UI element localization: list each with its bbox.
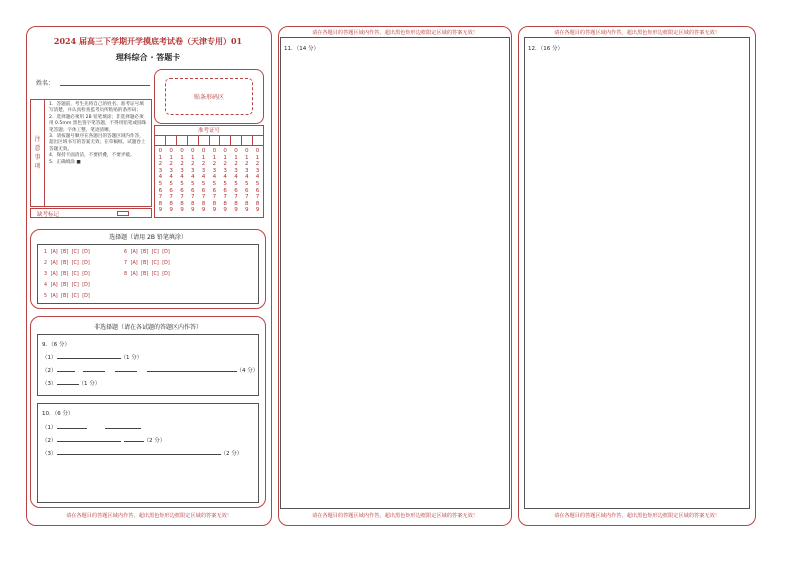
exam-id-bubble[interactable]: 2: [223, 161, 227, 168]
exam-id-box[interactable]: [177, 136, 188, 145]
question-12-label: 12．（16 分）: [528, 46, 563, 52]
page-title: 2024 届高三下学期开学摸底考试卷（天津专用）01: [53, 36, 243, 46]
exam-id-bubble[interactable]: 0: [158, 148, 163, 154]
exam-id-column: [198, 148, 209, 214]
exam-id-box[interactable]: [155, 136, 166, 145]
exam-id-bubble[interactable]: 3: [212, 167, 217, 174]
exam-id-column: [166, 148, 177, 214]
choice-bubbles: [37, 244, 259, 304]
exam-id-box[interactable]: [253, 136, 263, 145]
question-12-answer-area[interactable]: [524, 37, 750, 509]
exam-id-bubble[interactable]: 6: [169, 187, 173, 194]
exam-id-bubble[interactable]: 0: [212, 148, 217, 154]
exam-id-bubble[interactable]: 5: [255, 180, 260, 187]
choice-row[interactable]: 2 [A] [B] [C] [D]: [44, 261, 90, 266]
choice-row[interactable]: 3 [A] [B] [C] [D]: [44, 272, 90, 277]
exam-id-box[interactable]: [188, 136, 199, 145]
part-label: （3）: [42, 381, 57, 387]
exam-id-bubble[interactable]: 6: [201, 187, 206, 194]
exam-id-column: [187, 148, 198, 214]
question-10-box: [37, 403, 259, 503]
exam-id-column: [252, 148, 263, 214]
exam-id-bubble[interactable]: 2: [234, 161, 238, 168]
exam-id-bubble[interactable]: 9: [201, 207, 206, 214]
exam-id-bubble[interactable]: 7: [201, 194, 206, 201]
notice-list: [49, 102, 148, 166]
exam-id-bubble[interactable]: 9: [169, 207, 173, 214]
non-choice-section: [30, 316, 266, 508]
exam-id-bubble[interactable]: 8: [255, 200, 260, 207]
exam-id-bubble[interactable]: 4: [234, 174, 238, 181]
exam-id-bubble[interactable]: 1: [244, 154, 249, 161]
exam-id-bubble[interactable]: 3: [223, 167, 227, 174]
exam-id-box[interactable]: [210, 136, 221, 145]
exam-id-bubble[interactable]: 4: [201, 174, 206, 181]
exam-id-column: [209, 148, 220, 214]
exam-id-bubble[interactable]: 3: [191, 167, 195, 174]
exam-id-bubble[interactable]: 5: [212, 180, 217, 187]
exam-id-bubble[interactable]: 4: [191, 174, 195, 181]
notice-item: 1．答题前，考生先将自己的姓名、准考证号填写清楚，并认真检查监考员所粘贴的条形码；: [49, 102, 144, 114]
exam-id-bubble[interactable]: 8: [244, 200, 249, 207]
exam-id-column: [231, 148, 242, 214]
choice-row[interactable]: 1 [A] [B] [C] [D]: [44, 250, 90, 255]
notice-section: [30, 99, 152, 207]
exam-id-bubble[interactable]: 7: [169, 194, 173, 201]
exam-id-bubble[interactable]: 3: [244, 167, 249, 174]
exam-id-bubble[interactable]: 3: [158, 167, 163, 174]
exam-id-bubble[interactable]: 9: [158, 207, 163, 214]
question-9-label: 9．（6 分）: [42, 342, 70, 348]
notice-label-char: 事: [34, 154, 41, 161]
answer-blank[interactable]: [57, 380, 79, 385]
exam-id-bubble[interactable]: 1: [234, 154, 238, 161]
exam-id-bubbles: [155, 146, 263, 214]
exam-id-bubble[interactable]: 4: [180, 174, 184, 181]
question-10-part-1: [42, 423, 141, 431]
exam-id-bubble[interactable]: 1: [191, 154, 195, 161]
exam-id-bubble[interactable]: 8: [201, 200, 206, 207]
exam-id-input-boxes: [155, 136, 263, 146]
choice-row[interactable]: 7 [A] [B] [C] [D]: [124, 261, 170, 266]
exam-id-box[interactable]: [220, 136, 231, 145]
exam-id-bubble[interactable]: 0: [201, 148, 206, 154]
exam-id-bubble[interactable]: 4: [244, 174, 249, 181]
exam-id-bubble[interactable]: 0: [255, 148, 260, 154]
missing-exam-marker: [30, 208, 152, 218]
exam-id-bubble[interactable]: 8: [223, 200, 227, 207]
part-label: （3）: [42, 451, 57, 457]
exam-id-bubble[interactable]: 0: [169, 148, 173, 154]
exam-id-bubble[interactable]: 3: [234, 167, 238, 174]
exam-id-bubble[interactable]: 8: [158, 200, 163, 207]
panel-1-bottom-warning: 请在各题目的答题区域内作答，超出黑色矩形边框限定区域的答案无效！: [65, 513, 232, 519]
exam-id-bubble[interactable]: 9: [191, 207, 195, 214]
exam-id-bubble[interactable]: 4: [255, 174, 260, 181]
part-label: （2）: [42, 438, 57, 444]
question-10-label: 10．（6 分）: [42, 411, 74, 417]
exam-id-bubble[interactable]: 6: [191, 187, 195, 194]
answer-blank[interactable]: [57, 367, 75, 372]
question-9-part-1: [42, 353, 142, 361]
exam-id-bubble[interactable]: 6: [158, 187, 163, 194]
exam-id-bubble[interactable]: 3: [201, 167, 206, 174]
panel-3-bottom-warning: 请在各题目的答题区域内作答，超出黑色矩形边框限定区域的答案无效！: [553, 513, 720, 519]
exam-id-bubble[interactable]: 6: [255, 187, 260, 194]
answer-blank[interactable]: [115, 367, 137, 372]
exam-id-bubble[interactable]: 7: [223, 194, 227, 201]
question-9-part-2: [42, 366, 258, 374]
answer-blank[interactable]: [124, 437, 144, 442]
notice-label-char: 注: [34, 136, 41, 143]
exam-id-bubble[interactable]: 6: [212, 187, 217, 194]
exam-id-bubble[interactable]: 7: [212, 194, 217, 201]
notice-item: 2．选择题必须用 2B 铅笔填涂；非选择题必须用 0.5mm 黑色签字笔答题，不得用铅笔或圆珠笔答题；字体工整、笔迹清晰。: [49, 114, 147, 133]
score-label: （2 分）: [143, 438, 166, 444]
question-9-part-3: [42, 379, 100, 387]
exam-id-bubble[interactable]: 6: [234, 187, 238, 194]
exam-id-title: 准考证号: [155, 126, 263, 136]
exam-id-column: [220, 148, 231, 214]
missing-exam-label: 缺考标记: [37, 212, 60, 218]
exam-id-bubble[interactable]: 4: [212, 174, 217, 181]
exam-id-box[interactable]: [242, 136, 253, 145]
exam-id-bubble[interactable]: 7: [158, 194, 163, 201]
exam-id-bubble[interactable]: 8: [191, 200, 195, 207]
notice-label-char: 意: [34, 145, 41, 152]
exam-id-bubble[interactable]: 7: [180, 194, 184, 201]
exam-id-bubble[interactable]: 2: [255, 161, 260, 168]
barcode-area: [154, 69, 264, 124]
exam-id-bubble[interactable]: 5: [191, 180, 195, 187]
exam-id-bubble[interactable]: 7: [191, 194, 195, 201]
exam-id-bubble[interactable]: 0: [234, 148, 238, 154]
exam-id-bubble[interactable]: 2: [244, 161, 249, 168]
answer-blank[interactable]: [57, 437, 121, 442]
exam-id-bubble[interactable]: 5: [244, 180, 249, 187]
question-9-box: [37, 334, 259, 396]
exam-id-bubble[interactable]: 5: [158, 180, 163, 187]
exam-id-bubble[interactable]: 7: [255, 194, 260, 201]
exam-id-bubble[interactable]: 2: [191, 161, 195, 168]
exam-id-bubble[interactable]: 5: [180, 180, 184, 187]
exam-id-bubble[interactable]: 1: [158, 154, 163, 161]
exam-id-column: [177, 148, 188, 214]
answer-blank[interactable]: [83, 367, 105, 372]
barcode-label: 贴条形码区: [165, 78, 253, 115]
exam-id-bubble[interactable]: 3: [180, 167, 184, 174]
part-label: （1）: [42, 355, 57, 361]
exam-id-box[interactable]: [231, 136, 242, 145]
panel-2-bottom-warning: 请在各题目的答题区域内作答，超出黑色矩形边框限定区域的答案无效！: [311, 513, 478, 519]
choice-section: [30, 229, 266, 309]
exam-id-bubble[interactable]: 8: [212, 200, 217, 207]
exam-id-bubble[interactable]: 8: [169, 200, 173, 207]
exam-id-bubble[interactable]: 9: [255, 207, 260, 214]
exam-id-bubble[interactable]: 2: [158, 161, 163, 168]
name-label: 姓名：: [36, 80, 55, 87]
exam-id-bubble[interactable]: 3: [255, 167, 260, 174]
question-10-part-3: [42, 449, 242, 457]
exam-id-bubble[interactable]: 0: [244, 148, 249, 154]
score-label: （1 分）: [120, 355, 143, 361]
exam-id-bubble[interactable]: 4: [158, 174, 163, 181]
answer-blank[interactable]: [57, 424, 87, 429]
notice-item: 4．保持卡面清洁，不要折叠，不要弄破。: [49, 153, 135, 159]
answer-blank[interactable]: [147, 367, 237, 372]
question-11-label: 11．（14 分）: [284, 46, 319, 52]
exam-id-bubble[interactable]: 1: [212, 154, 217, 161]
exam-id-column: [155, 148, 166, 214]
exam-id-bubble[interactable]: 7: [244, 194, 249, 201]
score-label: （4 分）: [236, 368, 259, 374]
exam-id-bubble[interactable]: 5: [234, 180, 238, 187]
exam-id-bubble[interactable]: 9: [212, 207, 217, 214]
answer-blank[interactable]: [105, 424, 141, 429]
exam-id-bubble[interactable]: 9: [244, 207, 249, 214]
panel-3-top-warning: 请在各题目的答题区域内作答，超出黑色矩形边框限定区域的答案无效！: [553, 30, 720, 36]
exam-id-bubble[interactable]: 0: [191, 148, 195, 154]
exam-id-bubble[interactable]: 0: [223, 148, 227, 154]
exam-id-bubble[interactable]: 5: [201, 180, 206, 187]
exam-id-bubble[interactable]: 6: [223, 187, 227, 194]
exam-id-bubble[interactable]: 9: [234, 207, 238, 214]
exam-id-bubble[interactable]: 2: [201, 161, 206, 168]
choice-row[interactable]: 8 [A] [B] [C] [D]: [124, 272, 170, 277]
answer-blank[interactable]: [57, 354, 121, 359]
exam-id-bubble[interactable]: 6: [180, 187, 184, 194]
part-label: （2）: [42, 368, 57, 374]
exam-id-bubble[interactable]: 9: [223, 207, 227, 214]
exam-id-bubble[interactable]: 8: [180, 200, 184, 207]
exam-id-bubble[interactable]: 1: [201, 154, 206, 161]
exam-id-bubble[interactable]: 1: [223, 154, 227, 161]
missing-exam-checkbox[interactable]: [117, 211, 129, 216]
exam-id-grid: [154, 125, 264, 218]
question-11-answer-area[interactable]: [280, 37, 510, 509]
non-choice-title: 非选择题（请在各试题的答题区内作答）: [93, 324, 202, 331]
exam-id-bubble[interactable]: 0: [180, 148, 184, 154]
exam-id-bubble[interactable]: 9: [180, 207, 184, 214]
score-label: （1 分）: [78, 381, 101, 387]
exam-id-bubble[interactable]: 2: [169, 161, 173, 168]
exam-id-bubble[interactable]: 2: [212, 161, 217, 168]
exam-id-bubble[interactable]: 5: [223, 180, 227, 187]
exam-id-bubble[interactable]: 8: [234, 200, 238, 207]
part-label: （1）: [42, 425, 57, 431]
exam-id-bubble[interactable]: 7: [234, 194, 238, 201]
exam-id-bubble[interactable]: 6: [244, 187, 249, 194]
exam-id-bubble[interactable]: 4: [169, 174, 173, 181]
choice-row[interactable]: 6 [A] [B] [C] [D]: [124, 250, 170, 255]
page-subtitle: 理科综合 · 答题卡: [115, 53, 181, 62]
question-10-part-2: [42, 436, 165, 444]
exam-id-bubble[interactable]: 1: [180, 154, 184, 161]
exam-id-bubble[interactable]: 4: [223, 174, 227, 181]
exam-id-box[interactable]: [199, 136, 210, 145]
notice-label-char: 项: [34, 163, 41, 170]
exam-id-bubble[interactable]: 3: [169, 167, 173, 174]
panel-2-top-warning: 请在各题目的答题区域内作答，超出黑色矩形边框限定区域的答案无效！: [311, 30, 478, 36]
exam-id-box[interactable]: [166, 136, 177, 145]
answer-blank[interactable]: [57, 450, 221, 455]
notice-item: 3．请按题号顺序在各题目的答题区域内作答，超出区域书写的答案无效；在草稿纸、试题卷上答题无效。: [49, 134, 146, 152]
exam-id-bubble[interactable]: 1: [255, 154, 260, 161]
choice-row[interactable]: 5 [A] [B] [C] [D]: [44, 294, 90, 299]
notice-item: 5．正确填涂 ■: [49, 159, 81, 165]
name-field[interactable]: [60, 85, 150, 86]
score-label: （2 分）: [220, 451, 243, 457]
exam-id-bubble[interactable]: 1: [169, 154, 173, 161]
choice-row[interactable]: 4 [A] [B] [C] [D]: [44, 283, 90, 288]
exam-id-column: [241, 148, 252, 214]
choice-title: 选择题（请用 2B 铅笔填涂）: [109, 234, 187, 241]
exam-id-bubble[interactable]: 2: [180, 161, 184, 168]
exam-id-bubble[interactable]: 5: [169, 180, 173, 187]
notice-label: [31, 100, 45, 206]
